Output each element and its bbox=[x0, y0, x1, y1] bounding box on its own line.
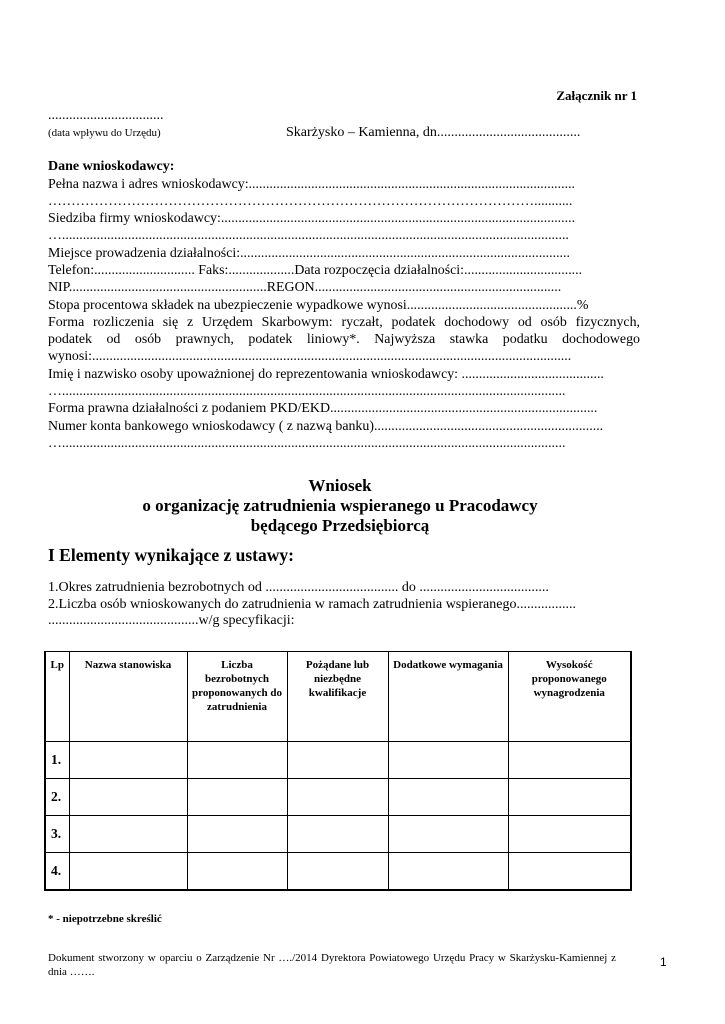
receipt-date-dots: ................................. bbox=[48, 108, 164, 123]
tax-settlement-line-1: Forma rozliczenia się z Urzędem Skarbowym: ryczałt, podatek dochodowy od osób fizycznych, bbox=[48, 314, 640, 330]
qualifications-cell[interactable] bbox=[287, 742, 388, 779]
bank-account-line: Numer konta bankowego wnioskodawcy ( z nazwą banku).................................................................. bbox=[48, 418, 604, 434]
place-and-date: Skarżysko – Kamienna, dn......................................... bbox=[286, 125, 581, 140]
additional-requirements-cell[interactable] bbox=[388, 779, 508, 816]
footer-note-date: dnia ……. bbox=[48, 966, 95, 978]
table-row bbox=[45, 742, 631, 779]
nip-regon-line: NIP.........................................................REGON....................................................................... bbox=[48, 280, 562, 296]
persons-count-line: 2.Liczba osób wnioskowanych do zatrudnienia w ramach zatrudnienia wspieranego................. bbox=[48, 596, 576, 612]
table-row bbox=[45, 853, 631, 891]
employment-period-line: 1.Okres zatrudnienia bezrobotnych od ...................................... do ..................................... bbox=[48, 580, 549, 595]
column-header-salary: Wysokość proponowanego wynagrodzenia bbox=[508, 652, 631, 742]
qualifications-cell[interactable] bbox=[287, 853, 388, 891]
business-location-line: Miejsce prowadzenia działalności:............................................................................................... bbox=[48, 245, 570, 261]
legal-form-pkd-line: Forma prawna działalności z podaniem PKD/EKD............................................................................. bbox=[48, 401, 598, 417]
additional-requirements-cell[interactable] bbox=[388, 742, 508, 779]
salary-cell[interactable] bbox=[508, 853, 631, 891]
additional-requirements-cell[interactable] bbox=[388, 853, 508, 891]
tax-settlement-line-2: podatek od osób prawnych, podatek liniowy*. Najwyższa stawka podatku dochodowego bbox=[48, 332, 640, 348]
table-row bbox=[45, 779, 631, 816]
table-header-row bbox=[45, 652, 631, 742]
column-header-qualifications: Pożądane lub niezbędne kwalifikacje bbox=[287, 652, 388, 742]
company-seat-line: Siedziba firmy wnioskodawcy:...................................................................................................... bbox=[48, 211, 576, 227]
salary-cell[interactable] bbox=[508, 742, 631, 779]
position-name-cell[interactable] bbox=[69, 816, 187, 853]
annex-label: Załącznik nr 1 bbox=[556, 88, 637, 103]
document-title: Wniosek bbox=[308, 476, 372, 495]
authorized-person-line: Imię i nazwisko osoby upoważnionej do reprezentowania wnioskodawcy: ......................................... bbox=[48, 366, 604, 382]
requirements-block bbox=[48, 580, 608, 630]
qualifications-cell[interactable] bbox=[287, 779, 388, 816]
section-heading: I Elementy wynikające z ustawy: bbox=[48, 545, 294, 565]
row-number: 4. bbox=[45, 853, 69, 891]
unemployed-count-cell[interactable] bbox=[187, 779, 287, 816]
accident-insurance-rate-line: Stopa procentowa składek na ubezpieczenie wypadkowe wynosi.................................................% bbox=[48, 297, 589, 313]
row-number: 2. bbox=[45, 779, 69, 816]
position-name-cell[interactable] bbox=[69, 742, 187, 779]
bank-account-continuation: …................................................................................................................................................. bbox=[48, 435, 566, 451]
footnote: * - niepotrzebne skreślić bbox=[48, 913, 162, 925]
salary-cell[interactable] bbox=[508, 779, 631, 816]
position-name-cell[interactable] bbox=[69, 853, 187, 891]
unemployed-count-cell[interactable] bbox=[187, 816, 287, 853]
tax-rate-line: wynosi:.......................................................................................................................................... bbox=[48, 349, 572, 365]
salary-cell[interactable] bbox=[508, 816, 631, 853]
full-name-address-line: Pełna nazwa i adres wnioskodawcy:.............................................................................................. bbox=[48, 176, 576, 192]
unemployed-count-cell[interactable] bbox=[187, 742, 287, 779]
document-subtitle-1: o organizację zatrudnienia wspieranego u Pracodawcy bbox=[142, 496, 538, 515]
footer-note: Dokument stworzony w oparciu o Zarządzenie Nr …./2014 Dyrektora Powiatowego Urzędu Pracy w Skarżysku-Kamiennej z bbox=[48, 952, 616, 964]
column-header-unemployed-count: Liczba bezrobotnych proponowanych do zatrudnienia bbox=[187, 652, 287, 742]
document-subtitle-2: będącego Przedsiębiorcą bbox=[250, 516, 430, 535]
column-header-additional-requirements: Dodatkowe wymagania bbox=[388, 652, 508, 742]
row-number: 3. bbox=[45, 816, 69, 853]
full-name-address-continuation: ……………………………………………………………………………………………........... bbox=[48, 193, 573, 209]
qualifications-cell[interactable] bbox=[287, 816, 388, 853]
applicant-data-section bbox=[48, 158, 640, 452]
column-header-position-name: Nazwa stanowiska bbox=[69, 652, 187, 742]
table-row bbox=[45, 816, 631, 853]
specification-line: ...........................................w/g specyfikacji: bbox=[48, 613, 295, 629]
column-header-lp: Lp bbox=[45, 652, 69, 742]
unemployed-count-cell[interactable] bbox=[187, 853, 287, 891]
positions-table bbox=[44, 651, 632, 891]
company-seat-continuation: ….................................................................................................................................................. bbox=[48, 228, 569, 244]
phone-fax-start-date-line: Telefon:............................. Faks:...................Data rozpoczęcia działalności:.................................. bbox=[48, 262, 583, 278]
receipt-date-label: (data wpływu do Urzędu) bbox=[48, 127, 161, 139]
applicant-heading: Dane wnioskodawcy: bbox=[48, 159, 175, 174]
row-number: 1. bbox=[45, 742, 69, 779]
authorized-person-continuation: …................................................................................................................................................. bbox=[48, 384, 566, 400]
additional-requirements-cell[interactable] bbox=[388, 816, 508, 853]
position-name-cell[interactable] bbox=[69, 779, 187, 816]
page-number: 1 bbox=[660, 955, 667, 969]
